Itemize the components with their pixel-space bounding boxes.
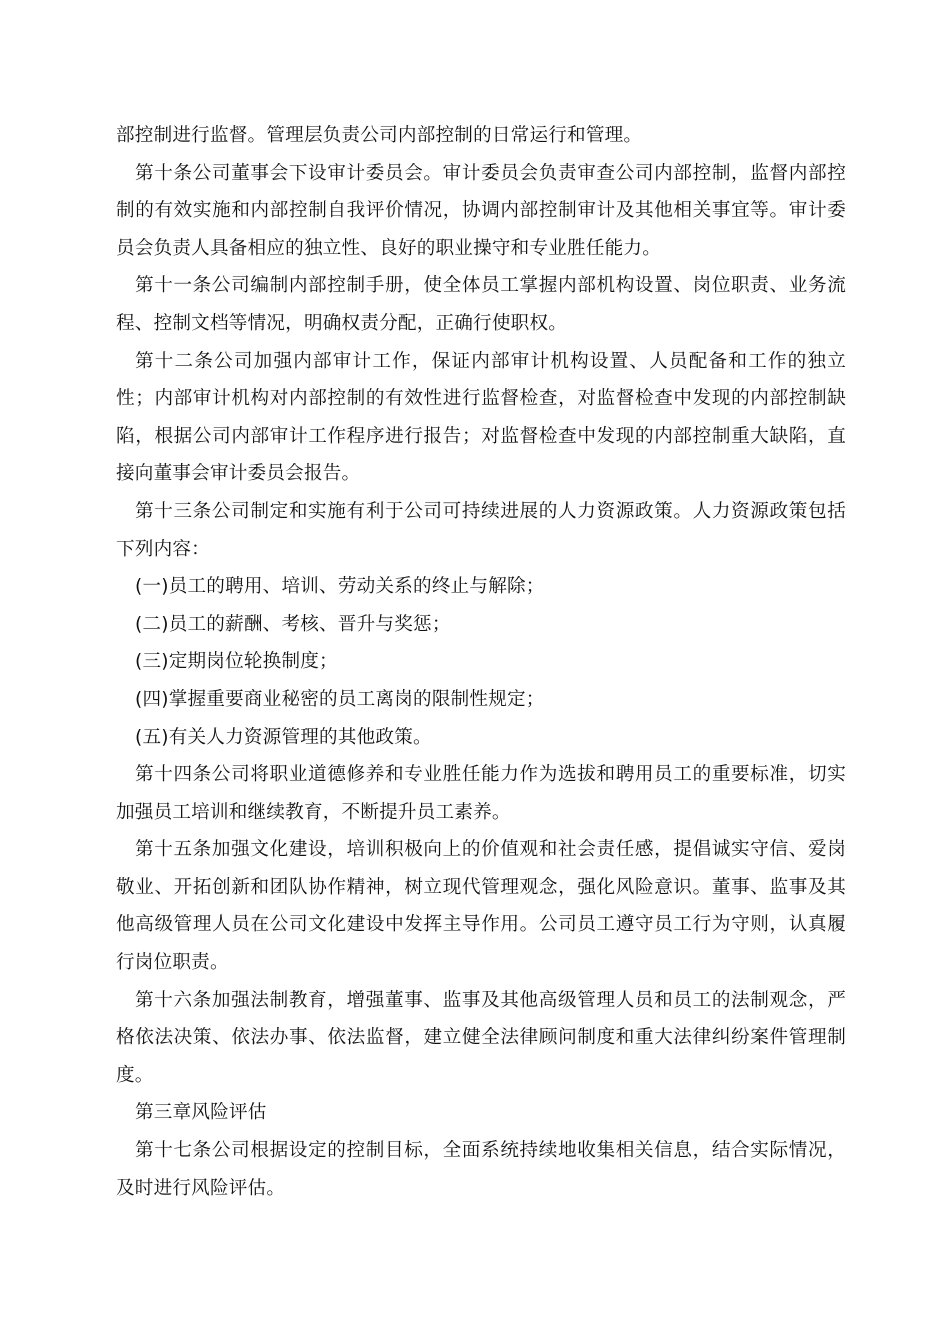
list-item-3: (三)定期岗位轮换制度； — [135, 651, 338, 673]
chapter-3-heading: 第三章风险评估 — [135, 1102, 267, 1124]
article-15-paragraph: 第十五条加强文化建设，培训积极向上的价值观和社会责任感，提倡诚实守信、爱岗敬业、开拓创新和团队协作精神，树立现代管理观念，强化风险意识。董事、监事及其他高级管理人员在公司文化建设中发挥主导作用。公司员工遵守员工行为守则，认真履行岗位职责。 — [116, 839, 846, 974]
article-12-paragraph: 第十二条公司加强内部审计工作，保证内部审计机构设置、人员配备和工作的独立性；内部审计机构对内部控制的有效性进行监督检查，对监督检查中发现的内部控制缺陷，根据公司内部审计工作程序进行报告；对监督检查中发现的内部控制重大缺陷，直接向董事会审计委员会报告。 — [116, 350, 846, 485]
list-item-5: (五)有关人力资源管理的其他政策。 — [135, 726, 432, 748]
article-11-paragraph: 第十一条公司编制内部控制手册，使全体员工掌握内部机构设置、岗位职责、业务流程、控制文档等情况，明确权责分配，正确行使职权。 — [116, 275, 846, 334]
list-item-4: (四)掌握重要商业秘密的员工离岗的限制性规定； — [135, 688, 545, 710]
article-10-paragraph: 第十条公司董事会下设审计委员会。审计委员会负责审查公司内部控制，监督内部控制的有效实施和内部控制自我评价情况，协调内部控制审计及其他相关事宜等。审计委员会负责人具备相应的独立性、良好的职业操守和专业胜任能力。 — [116, 162, 846, 259]
paragraph-continuation: 部控制进行监督。管理层负责公司内部控制的日常运行和管理。 — [116, 125, 643, 146]
article-16-paragraph: 第十六条加强法制教育，增强董事、监事及其他高级管理人员和员工的法制观念，严格依法决策、依法办事、依法监督，建立健全法律顾问制度和重大法律纠纷案件管理制度。 — [116, 989, 846, 1086]
article-14-paragraph: 第十四条公司将职业道德修养和专业胜任能力作为选拔和聘用员工的重要标准，切实加强员工培训和继续教育，不断提升员工素养。 — [116, 764, 846, 823]
list-item-1: (一)员工的聘用、培训、劳动关系的终止与解除； — [135, 576, 545, 598]
article-13-paragraph: 第十三条公司制定和实施有利于公司可持续进展的人力资源政策。人力资源政策包括下列内容： — [116, 500, 846, 560]
document-body — [116, 117, 846, 1207]
list-item-2: (二)员工的薪酬、考核、晋升与奖惩； — [135, 613, 451, 635]
article-17-paragraph: 第十七条公司根据设定的控制目标，全面系统持续地收集相关信息，结合实际情况，及时进行风险评估。 — [116, 1140, 846, 1199]
